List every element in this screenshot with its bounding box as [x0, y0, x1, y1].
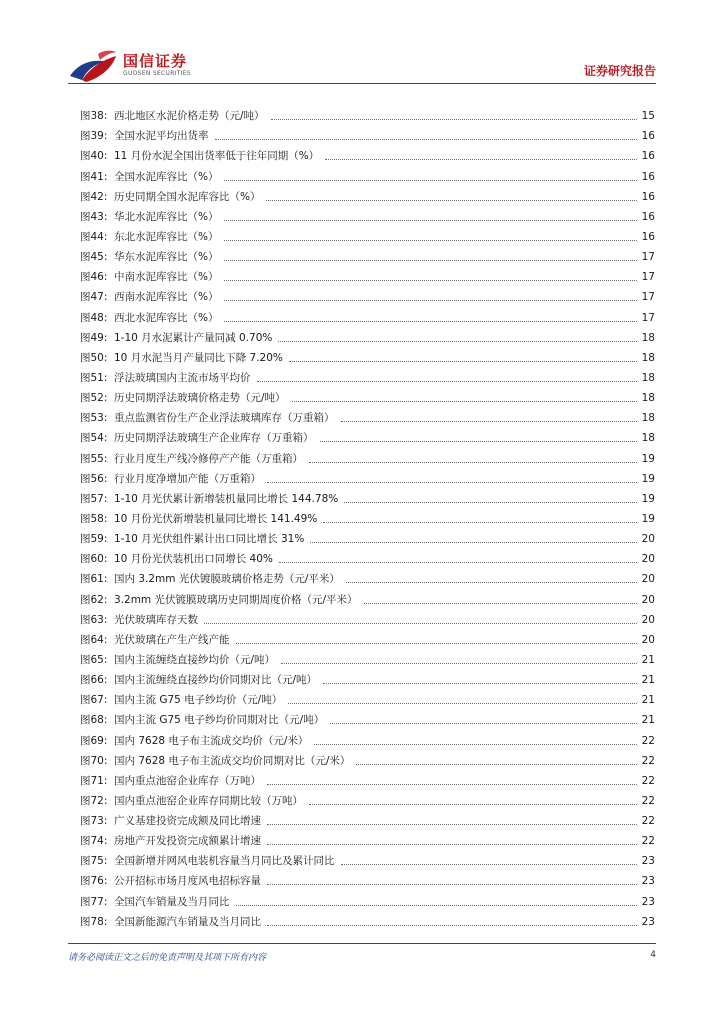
toc-figure-title[interactable]: 10 月份光伏装机出口同增长 40% — [114, 553, 273, 566]
toc-figure-number: 图71: — [80, 774, 108, 787]
toc-figure-number: 图67: — [80, 694, 108, 707]
toc-entry[interactable] — [80, 365, 655, 385]
toc-entry[interactable] — [80, 808, 655, 828]
toc-figure-title[interactable]: 国内主流 G75 电子纱均价同期对比（元/吨） — [114, 714, 325, 727]
toc-entry[interactable] — [80, 647, 655, 667]
header-divider — [68, 83, 656, 84]
toc-page-number[interactable]: 18 — [641, 351, 655, 364]
toc-entry[interactable] — [80, 526, 655, 546]
toc-figure-number: 图77: — [80, 895, 108, 908]
toc-dot-leader — [344, 492, 637, 503]
toc-figure-title[interactable]: 东北水泥库容比（%） — [114, 230, 219, 243]
toc-figure-title[interactable]: 西北地区水泥价格走势（元/吨） — [114, 110, 265, 123]
toc-entry[interactable] — [80, 607, 655, 627]
toc-entry[interactable] — [80, 768, 655, 788]
toc-page-number[interactable]: 21 — [641, 714, 655, 727]
toc-figure-number: 图39: — [80, 130, 108, 143]
toc-dot-leader — [288, 693, 637, 704]
page-header — [0, 0, 724, 86]
toc-dot-leader — [341, 854, 638, 865]
toc-figure-title[interactable]: 历史同期浮法玻璃价格走势（元/吨） — [114, 392, 286, 405]
toc-page-number[interactable]: 23 — [641, 915, 655, 928]
toc-page-number[interactable]: 22 — [641, 835, 655, 848]
toc-dot-leader — [346, 572, 637, 583]
toc-dot-leader — [224, 170, 637, 181]
toc-page-number[interactable]: 16 — [641, 130, 655, 143]
toc-entry[interactable] — [80, 848, 655, 868]
toc-page-number[interactable]: 18 — [641, 331, 655, 344]
toc-page-number[interactable]: 22 — [641, 794, 655, 807]
toc-figure-number: 图51: — [80, 371, 108, 384]
toc-figure-title[interactable]: 华东水泥库容比（%） — [114, 251, 219, 264]
toc-figure-title[interactable]: 国内主流缠绕直接纱均价同期对比（元/吨） — [114, 674, 318, 687]
toc-page-number[interactable]: 20 — [641, 533, 655, 546]
toc-page-number[interactable]: 17 — [641, 271, 655, 284]
toc-figure-number: 图70: — [80, 754, 108, 767]
toc-dot-leader — [278, 331, 637, 342]
toc-page-number[interactable]: 16 — [641, 190, 655, 203]
toc-page-number[interactable]: 22 — [641, 754, 655, 767]
toc-entry[interactable] — [80, 405, 655, 425]
guosen-logo — [68, 50, 208, 86]
toc-figure-title[interactable]: 国内 7628 电子布主流成交均价（元/米） — [114, 734, 309, 747]
toc-figure-title[interactable]: 3.2mm 光伏镀膜玻璃历史同期周度价格（元/平米） — [114, 593, 358, 606]
toc-entry[interactable] — [80, 727, 655, 747]
toc-figure-number: 图38: — [80, 110, 108, 123]
toc-figure-title[interactable]: 西北水泥库容比（%） — [114, 311, 219, 324]
toc-figure-title[interactable]: 历史同期浮法玻璃生产企业库存（万重箱） — [114, 432, 314, 445]
figure-toc-list — [80, 103, 655, 929]
toc-figure-number: 图57: — [80, 492, 108, 505]
toc-dot-leader — [309, 452, 637, 463]
toc-entry[interactable] — [80, 304, 655, 324]
toc-figure-title[interactable]: 全国汽车销量及当月同比 — [114, 895, 230, 908]
toc-figure-title[interactable]: 全国新增并网风电装机容量当月同比及累计同比 — [114, 855, 335, 868]
toc-entry[interactable] — [80, 284, 655, 304]
toc-dot-leader — [224, 270, 637, 281]
toc-entry[interactable] — [80, 224, 655, 244]
toc-page-number[interactable]: 20 — [641, 613, 655, 626]
toc-page-number[interactable]: 19 — [641, 512, 655, 525]
toc-page-number[interactable]: 17 — [641, 311, 655, 324]
toc-figure-number: 图68: — [80, 714, 108, 727]
toc-dot-leader — [204, 613, 637, 624]
toc-figure-number: 图52: — [80, 392, 108, 405]
toc-page-number[interactable]: 23 — [641, 895, 655, 908]
toc-figure-title[interactable]: 行业月度净增加产能（万重箱） — [114, 472, 261, 485]
toc-figure-title[interactable]: 全国新能源汽车销量及当月同比 — [114, 915, 261, 928]
toc-page-number[interactable]: 20 — [641, 553, 655, 566]
toc-figure-title[interactable]: 浮法玻璃国内主流市场平均价 — [114, 371, 251, 384]
footer-disclaimer: 请务必阅读正文之后的免责声明及其项下所有内容 — [68, 953, 267, 963]
toc-page-number[interactable]: 16 — [641, 230, 655, 243]
toc-entry[interactable] — [80, 163, 655, 183]
toc-entry[interactable] — [80, 184, 655, 204]
toc-figure-title[interactable]: 光伏玻璃库存天数 — [114, 613, 198, 626]
toc-entry[interactable] — [80, 486, 655, 506]
toc-page-number[interactable]: 18 — [641, 371, 655, 384]
toc-figure-number: 图53: — [80, 412, 108, 425]
toc-figure-title[interactable]: 全国水泥库容比（%） — [114, 170, 219, 183]
toc-entry[interactable] — [80, 627, 655, 647]
toc-page-number[interactable]: 19 — [641, 492, 655, 505]
toc-dot-leader — [356, 754, 637, 765]
toc-figure-number: 图60: — [80, 553, 108, 566]
toc-figure-number: 图74: — [80, 835, 108, 848]
toc-dot-leader — [224, 311, 637, 322]
report-type-label: 证券研究报告 — [583, 64, 656, 78]
toc-entry[interactable] — [80, 687, 655, 707]
toc-figure-title[interactable]: 房地产开发投资完成额累计增速 — [114, 835, 261, 848]
toc-entry[interactable] — [80, 385, 655, 405]
toc-dot-leader — [224, 210, 637, 221]
toc-figure-number: 图49: — [80, 331, 108, 344]
toc-figure-number: 图55: — [80, 452, 108, 465]
toc-entry[interactable] — [80, 143, 655, 163]
toc-page-number[interactable]: 16 — [641, 170, 655, 183]
toc-entry[interactable] — [80, 123, 655, 143]
toc-entry[interactable] — [80, 566, 655, 586]
toc-dot-leader — [224, 290, 637, 301]
toc-dot-leader — [267, 472, 637, 483]
toc-dot-leader — [364, 593, 637, 604]
toc-entry[interactable] — [80, 909, 655, 929]
toc-dot-leader — [267, 814, 637, 825]
toc-dot-leader — [281, 653, 637, 664]
guosen-logo-icon — [68, 50, 118, 84]
toc-dot-leader — [267, 915, 637, 926]
toc-page-number[interactable]: 19 — [641, 472, 655, 485]
toc-figure-title[interactable]: 西南水泥库容比（%） — [114, 291, 219, 304]
toc-page-number[interactable]: 21 — [641, 694, 655, 707]
toc-figure-number: 图45: — [80, 251, 108, 264]
toc-figure-number: 图72: — [80, 794, 108, 807]
toc-figure-number: 图43: — [80, 210, 108, 223]
toc-figure-number: 图44: — [80, 230, 108, 243]
toc-figure-title[interactable]: 华北水泥库容比（%） — [114, 210, 219, 223]
toc-entry[interactable] — [80, 828, 655, 848]
brand-name-en: GUOSEN SECURITIES — [123, 70, 192, 77]
toc-page-number[interactable]: 16 — [641, 150, 655, 163]
toc-entry[interactable] — [80, 546, 655, 566]
toc-entry[interactable] — [80, 264, 655, 284]
toc-dot-leader — [224, 230, 637, 241]
toc-entry[interactable] — [80, 788, 655, 808]
toc-figure-number: 图48: — [80, 311, 108, 324]
toc-figure-title[interactable]: 国内重点池窑企业库存（万吨） — [114, 774, 261, 787]
toc-dot-leader — [292, 391, 637, 402]
toc-dot-leader — [266, 190, 637, 201]
toc-figure-number: 图66: — [80, 674, 108, 687]
toc-dot-leader — [236, 633, 638, 644]
toc-page-number[interactable]: 20 — [641, 633, 655, 646]
toc-page-number[interactable]: 22 — [641, 734, 655, 747]
toc-dot-leader — [320, 431, 638, 442]
toc-figure-number: 图47: — [80, 291, 108, 304]
toc-dot-leader — [309, 794, 637, 805]
toc-entry[interactable] — [80, 325, 655, 345]
toc-dot-leader — [271, 109, 637, 120]
toc-figure-number: 图69: — [80, 734, 108, 747]
toc-page-number[interactable]: 20 — [641, 593, 655, 606]
toc-dot-leader — [289, 351, 637, 362]
toc-page-number[interactable]: 16 — [641, 210, 655, 223]
toc-page-number[interactable]: 22 — [641, 774, 655, 787]
toc-figure-number: 图54: — [80, 432, 108, 445]
toc-dot-leader — [314, 734, 637, 745]
toc-figure-title[interactable]: 中南水泥库容比（%） — [114, 271, 219, 284]
toc-dot-leader — [279, 552, 637, 563]
toc-figure-number: 图63: — [80, 613, 108, 626]
toc-entry[interactable] — [80, 204, 655, 224]
toc-figure-title[interactable]: 广义基建投资完成额及同比增速 — [114, 815, 261, 828]
toc-dot-leader — [267, 874, 637, 885]
toc-figure-number: 图64: — [80, 633, 108, 646]
brand-name-cn: 国信证券 — [123, 52, 188, 70]
toc-figure-number: 图76: — [80, 875, 108, 888]
toc-page-number[interactable]: 21 — [641, 653, 655, 666]
toc-page-number[interactable]: 18 — [641, 432, 655, 445]
toc-figure-number: 图56: — [80, 472, 108, 485]
toc-page-number[interactable]: 20 — [641, 573, 655, 586]
toc-figure-number: 图58: — [80, 512, 108, 525]
toc-figure-number: 图61: — [80, 573, 108, 586]
toc-entry[interactable] — [80, 868, 655, 888]
toc-page-number[interactable]: 18 — [641, 412, 655, 425]
toc-figure-number: 图50: — [80, 351, 108, 364]
toc-figure-title[interactable]: 国内主流缠绕直接纱均价（元/吨） — [114, 653, 276, 666]
toc-entry[interactable] — [80, 466, 655, 486]
toc-figure-title[interactable]: 10 月份光伏新增装机量同比增长 141.49% — [114, 512, 318, 525]
toc-dot-leader — [236, 895, 638, 906]
toc-figure-title[interactable]: 国内重点池窑企业库存同期比较（万吨） — [114, 794, 303, 807]
page-number: 4 — [650, 950, 656, 960]
toc-figure-title[interactable]: 光伏玻璃在产生产线产能 — [114, 633, 230, 646]
toc-figure-title[interactable]: 公开招标市场月度风电招标容量 — [114, 875, 261, 888]
toc-dot-leader — [310, 532, 637, 543]
toc-figure-title[interactable]: 1-10 月光伏累计新增装机量同比增长 144.78% — [114, 492, 339, 505]
toc-page-number[interactable]: 23 — [641, 855, 655, 868]
toc-page-number[interactable]: 19 — [641, 452, 655, 465]
toc-entry[interactable] — [80, 748, 655, 768]
toc-entry[interactable] — [80, 425, 655, 445]
toc-page-number[interactable]: 15 — [641, 110, 655, 123]
toc-dot-leader — [267, 774, 637, 785]
toc-figure-title[interactable]: 国内主流 G75 电子纱均价（元/吨） — [114, 694, 283, 707]
toc-dot-leader — [257, 371, 638, 382]
toc-page-number[interactable]: 17 — [641, 291, 655, 304]
toc-figure-number: 图41: — [80, 170, 108, 183]
toc-figure-title[interactable]: 全国水泥平均出货率 — [114, 130, 209, 143]
toc-figure-number: 图62: — [80, 593, 108, 606]
toc-page-number[interactable]: 18 — [641, 392, 655, 405]
toc-figure-number: 图59: — [80, 533, 108, 546]
toc-dot-leader — [323, 673, 637, 684]
toc-dot-leader — [215, 129, 638, 140]
toc-page-number[interactable]: 17 — [641, 251, 655, 264]
toc-figure-number: 图42: — [80, 190, 108, 203]
toc-dot-leader — [267, 834, 637, 845]
toc-figure-title[interactable]: 国内 3.2mm 光伏镀膜玻璃价格走势（元/平米） — [114, 573, 340, 586]
toc-entry[interactable] — [80, 586, 655, 606]
toc-figure-number: 图46: — [80, 271, 108, 284]
toc-dot-leader — [341, 411, 638, 422]
toc-entry[interactable] — [80, 445, 655, 465]
toc-dot-leader — [224, 250, 637, 261]
toc-entry[interactable] — [80, 888, 655, 908]
toc-dot-leader — [330, 713, 637, 724]
toc-figure-title[interactable]: 国内 7628 电子布主流成交均价同期对比（元/米） — [114, 754, 351, 767]
toc-dot-leader — [323, 512, 637, 523]
toc-entry[interactable] — [80, 244, 655, 264]
toc-entry[interactable] — [80, 707, 655, 727]
toc-figure-number: 图73: — [80, 815, 108, 828]
toc-figure-title[interactable]: 11 月份水泥全国出货率低于往年同期（%） — [114, 150, 320, 163]
toc-entry[interactable] — [80, 667, 655, 687]
toc-figure-number: 图40: — [80, 150, 108, 163]
footer-divider — [68, 943, 656, 944]
toc-figure-title[interactable]: 1-10 月光伏组件累计出口同比增长 31% — [114, 533, 305, 546]
toc-entry[interactable] — [80, 506, 655, 526]
toc-figure-number: 图78: — [80, 915, 108, 928]
toc-figure-title[interactable]: 历史同期全国水泥库容比（%） — [114, 190, 261, 203]
toc-figure-title[interactable]: 10 月水泥当月产量同比下降 7.20% — [114, 351, 283, 364]
toc-figure-title[interactable]: 行业月度生产线冷修停产产能（万重箱） — [114, 452, 303, 465]
toc-entry[interactable] — [80, 103, 655, 123]
toc-figure-number: 图75: — [80, 855, 108, 868]
toc-page-number[interactable]: 22 — [641, 815, 655, 828]
toc-entry[interactable] — [80, 345, 655, 365]
toc-dot-leader — [325, 149, 637, 160]
toc-page-number[interactable]: 21 — [641, 674, 655, 687]
toc-page-number[interactable]: 23 — [641, 875, 655, 888]
toc-figure-title[interactable]: 重点监测省份生产企业浮法玻璃库存（万重箱） — [114, 412, 335, 425]
toc-figure-title[interactable]: 1-10 月水泥累计产量同减 0.70% — [114, 331, 273, 344]
toc-figure-number: 图65: — [80, 653, 108, 666]
